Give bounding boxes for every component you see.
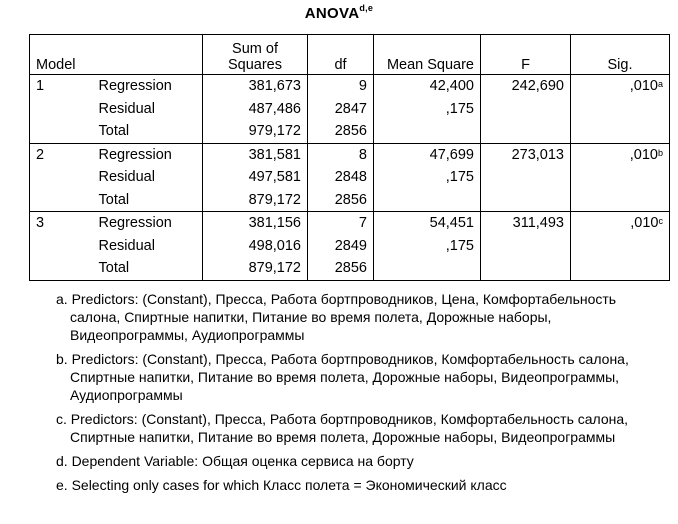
- cell-sum-of-squares: [203, 143, 308, 166]
- cell-source-value: Residual: [98, 237, 155, 254]
- cell-source-value: Regression: [98, 215, 172, 232]
- cell-sum-of-squares-value: 381,673: [248, 78, 301, 95]
- cell-mean-square-value: 54,451: [429, 215, 474, 232]
- table-row: [30, 212, 670, 235]
- table-row: [30, 75, 670, 98]
- cell-sum-of-squares: [203, 235, 308, 258]
- cell-model: [30, 166, 93, 189]
- cell-sum-of-squares-value: 879,172: [248, 260, 301, 277]
- cell-df: [308, 143, 374, 166]
- cell-sig: [571, 235, 670, 258]
- cell-source-value: Total: [98, 260, 130, 277]
- cell-mean-square: [374, 166, 481, 189]
- table-body: [30, 75, 670, 281]
- cell-mean-square: [374, 98, 481, 121]
- cell-mean-square: [374, 75, 481, 98]
- footnote-c: c. Predictors: (Constant), Пресса, Работа бортпроводников, Комфортабельность салона, Спиртные напитки, Питание во время полета, Дорожные наборы, Видеопрограммы: [56, 411, 629, 445]
- cell-df-value: 7: [358, 215, 367, 232]
- cell-df: [308, 212, 374, 235]
- anova-table: [29, 34, 670, 281]
- cell-f: [481, 120, 571, 143]
- cell-model: [30, 143, 93, 166]
- cell-sum-of-squares-value: 487,486: [248, 100, 301, 117]
- cell-f: [481, 98, 571, 121]
- cell-source-value: Regression: [98, 78, 172, 95]
- cell-f: [481, 257, 571, 280]
- cell-df: [308, 120, 374, 143]
- cell-source: [93, 189, 203, 212]
- cell-source-value: Residual: [98, 169, 155, 186]
- cell-sig: [571, 75, 670, 98]
- cell-sig-value: ,010: [630, 215, 659, 232]
- cell-source: [93, 257, 203, 280]
- cell-f-value: 273,013: [511, 146, 564, 163]
- cell-sum-of-squares: [203, 212, 308, 235]
- cell-mean-square-value: ,175: [445, 237, 474, 254]
- cell-df-value: 2849: [334, 237, 367, 254]
- cell-sum-of-squares-value: 498,016: [248, 237, 301, 254]
- table-row: [30, 189, 670, 212]
- table-row: [30, 143, 670, 166]
- cell-source-value: Total: [98, 191, 130, 208]
- cell-df-value: 2856: [334, 260, 367, 277]
- cell-mean-square: [374, 235, 481, 258]
- cell-df: [308, 166, 374, 189]
- sig-footnote-marker: c: [658, 216, 663, 227]
- cell-sum-of-squares-value: 381,581: [248, 146, 301, 163]
- cell-sum-of-squares: [203, 98, 308, 121]
- cell-mean-square: [374, 143, 481, 166]
- cell-sig: [571, 98, 670, 121]
- cell-model: [30, 120, 93, 143]
- col-header-mean-square: Mean Square: [374, 35, 481, 75]
- table-title-superscript: d,e: [359, 3, 374, 13]
- cell-df-value: 2856: [334, 123, 367, 140]
- cell-source: [93, 98, 203, 121]
- cell-sig: [571, 120, 670, 143]
- cell-df: [308, 189, 374, 212]
- cell-f: [481, 75, 571, 98]
- footnote-b: b. Predictors: (Constant), Пресса, Работа бортпроводников, Комфортабельность салона, Спиртные напитки, Питание во время полета, Дорожные наборы, Видеопрограммы, Аудиопрограммы: [56, 351, 629, 403]
- col-header-sig: Sig.: [571, 35, 670, 75]
- cell-sum-of-squares-value: 879,172: [248, 191, 301, 208]
- col-header-model: Model: [30, 35, 203, 75]
- cell-sig-value: ,010: [629, 78, 658, 95]
- cell-source-value: Residual: [98, 100, 155, 117]
- cell-f-value: 242,690: [511, 78, 564, 95]
- cell-sum-of-squares: [203, 75, 308, 98]
- cell-df-value: 2847: [334, 100, 367, 117]
- cell-mean-square: [374, 120, 481, 143]
- cell-sig-value: ,010: [629, 146, 658, 163]
- cell-f: [481, 235, 571, 258]
- col-header-f: F: [481, 35, 571, 75]
- cell-source: [93, 166, 203, 189]
- cell-df: [308, 257, 374, 280]
- cell-f-value: 311,493: [512, 215, 564, 232]
- cell-mean-square-value: ,175: [445, 169, 474, 186]
- table-row: [30, 120, 670, 143]
- footnotes: [56, 290, 666, 500]
- cell-df: [308, 98, 374, 121]
- cell-source: [93, 75, 203, 98]
- cell-model-value: 3: [36, 215, 45, 232]
- cell-model: [30, 189, 93, 212]
- col-header-ss-line2: Squares: [227, 57, 282, 73]
- cell-sig: [571, 143, 670, 166]
- cell-model: [30, 212, 93, 235]
- table-row: [30, 98, 670, 121]
- cell-sum-of-squares: [203, 257, 308, 280]
- cell-f: [481, 166, 571, 189]
- cell-sig: [571, 189, 670, 212]
- cell-sig: [571, 257, 670, 280]
- cell-sum-of-squares: [203, 166, 308, 189]
- footnote-d: d. Dependent Variable: Общая оценка сервиса на борту: [56, 453, 414, 469]
- footnote-e: e. Selecting only cases for which Класс полета = Экономический класс: [56, 477, 507, 493]
- header-row: [30, 35, 670, 75]
- cell-model-value: 1: [36, 78, 45, 95]
- col-header-sum-of-squares: [203, 35, 308, 75]
- cell-sum-of-squares-value: 979,172: [248, 123, 301, 140]
- cell-f: [481, 212, 571, 235]
- cell-mean-square: [374, 189, 481, 212]
- cell-sum-of-squares-value: 381,156: [248, 215, 301, 232]
- cell-model: [30, 75, 93, 98]
- col-header-ss-line1: Sum of: [232, 41, 278, 57]
- cell-source: [93, 143, 203, 166]
- cell-df-value: 2848: [334, 169, 367, 186]
- cell-mean-square-value: ,175: [445, 100, 474, 117]
- table-row: [30, 166, 670, 189]
- cell-sum-of-squares: [203, 120, 308, 143]
- cell-mean-square-value: 42,400: [429, 78, 474, 95]
- cell-f: [481, 143, 571, 166]
- footnote-a: a. Predictors: (Constant), Пресса, Работа бортпроводников, Цена, Комфортабельность салона, Спиртные напитки, Питание во время полета, Дорожные наборы, Видеопрограммы, Аудиопрограммы: [56, 291, 617, 343]
- cell-model: [30, 235, 93, 258]
- cell-mean-square: [374, 257, 481, 280]
- cell-source: [93, 120, 203, 143]
- cell-df-value: 9: [358, 78, 367, 95]
- table-row: [30, 257, 670, 280]
- cell-sum-of-squares: [203, 189, 308, 212]
- cell-source-value: Regression: [98, 146, 172, 163]
- cell-source: [93, 212, 203, 235]
- cell-df: [308, 75, 374, 98]
- cell-df-value: 8: [358, 146, 367, 163]
- cell-sig: [571, 166, 670, 189]
- cell-df-value: 2856: [334, 191, 367, 208]
- col-header-df: df: [308, 35, 374, 75]
- cell-model: [30, 257, 93, 280]
- cell-model-value: 2: [36, 146, 45, 163]
- sig-footnote-marker: b: [657, 147, 663, 158]
- cell-source-value: Total: [98, 123, 130, 140]
- cell-df: [308, 235, 374, 258]
- table-title-text: ANOVA: [304, 5, 360, 22]
- cell-mean-square: [374, 212, 481, 235]
- sig-footnote-marker: a: [657, 79, 663, 90]
- cell-f: [481, 189, 571, 212]
- cell-sig: [571, 212, 670, 235]
- table-row: [30, 235, 670, 258]
- cell-mean-square-value: 47,699: [429, 146, 474, 163]
- cell-sum-of-squares-value: 497,581: [248, 169, 301, 186]
- table-title: [0, 4, 678, 22]
- cell-source: [93, 235, 203, 258]
- cell-model: [30, 98, 93, 121]
